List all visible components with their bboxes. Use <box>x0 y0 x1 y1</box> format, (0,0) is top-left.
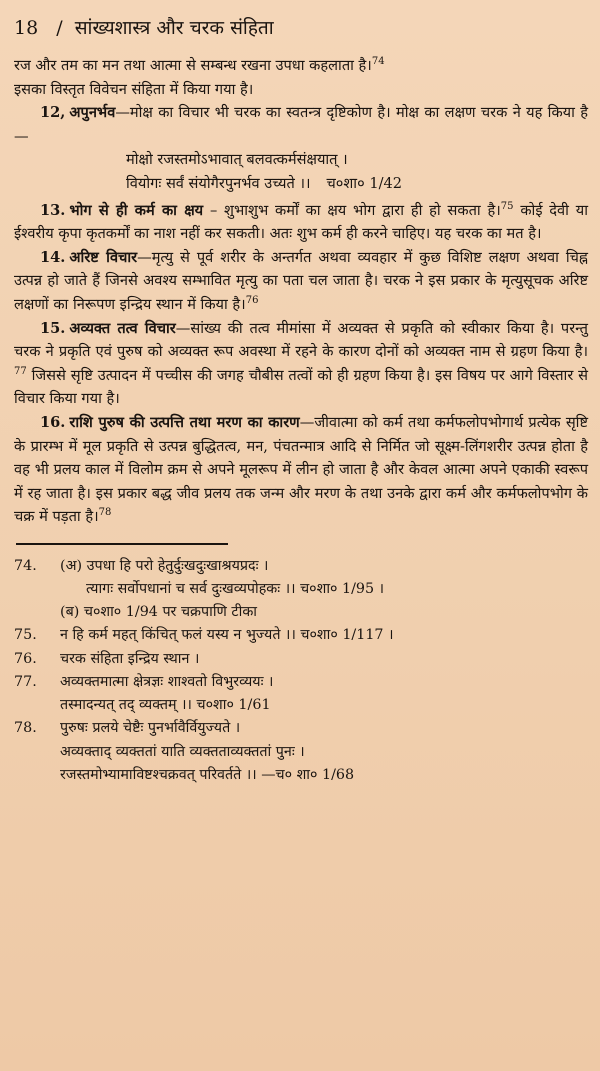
footnote-76: 76. चरक संहिता इन्द्रिय स्थान । <box>14 648 588 671</box>
footnote-ref-75: 75 <box>500 200 514 212</box>
footnote-78-line-2: अव्यक्ताद् व्यक्ततां याति व्यक्तताव्यक्ततां पुनः । <box>60 743 305 760</box>
footnote-ref-78: 78 <box>98 507 112 519</box>
header-separator: / <box>56 17 63 39</box>
footnote-number: 77. <box>14 673 37 690</box>
section-number: 14. <box>40 248 66 266</box>
footnote-ref-74: 74 <box>371 56 385 68</box>
footnote-label-a: (अ) <box>60 557 83 574</box>
footnote-78: 78. पुरुषः प्रलये चेष्टैः पुनर्भावैर्वियुज्यते । <box>14 717 588 740</box>
footnote-75: 75. न हि कर्म महत् किंचित् फलं यस्य न भुज्यते ।। च०शा० 1/117 । <box>14 624 588 647</box>
section-13: 13. भोग से ही कर्म का क्षय – शुभाशुभ कर्मों का क्षय भोग द्वारा ही हो सकता है।$^{75}$ कोई देवी या ईश्वरीय कृपा कृतकर्मों का नाश नहीं कर सकती। अतः शुभ कर्म ही करने चाहिए। यह चरक का मत है। <box>14 200 588 243</box>
footnote-ref-76: 76 <box>245 295 259 307</box>
footnote-78-line-3: रजस्तमोभ्यामाविष्टश्चक्रवत् परिवर्तते ।। —च० शा० 1/68 <box>60 766 355 783</box>
section-14: 14. अरिष्ट विचार—मृत्यु से पूर्व शरीर के अन्तर्गत अथवा व्यवहार में कुछ विशिष्ट लक्षण अथवा चिह्न उत्पन्न हो जाते हैं जिनसे अवश्य सम्भावित मृत्यु का पता चल जाता है। चरक ने इस प्रकार के मृत्युसूचक अरिष्ट लक्षणों का निरूपण इन्द्रिय स्थान में किया है।$^{76}$ <box>14 248 588 313</box>
footnote-77: 77. अव्यक्तमात्मा क्षेत्रज्ञः शाश्वतो विभुरव्ययः । <box>14 671 588 694</box>
footnote-number: 78. <box>14 720 37 737</box>
body-text <box>14 54 588 529</box>
footnote-number: 76. <box>14 650 37 667</box>
page-number: 18 <box>14 17 39 39</box>
running-title: सांख्यशास्त्र और चरक संहिता <box>74 17 274 39</box>
section-15: 15. अव्यक्त तत्व विचार—सांख्य की तत्व मीमांसा में अव्यक्त से प्रकृति को स्वीकार किया है। परन्तु चरक ने प्रकृति एवं पुरुष को अव्यक्त रूप अवस्था में रहने के कारण दोनों को अव्यक्त नाम से ग्रहण किया है।$^{77}$ जिससे सृष्टि उत्पादन में पच्चीस की जगह चौबीस तत्वों को ही ग्रहण किया है। इस विषय पर आगे विस्तार से विचार किया गया है। <box>14 319 588 408</box>
footnote-74: 74. (अ) उपधा हि परो हेतुर्दुःखदुःखाश्रयप्रदः । <box>14 555 588 578</box>
footnote-number: 74. <box>14 557 37 574</box>
footnote-74-line-2: त्यागः सर्वोपधानां च सर्व दुःखव्यपोहकः ।। च०शा० 1/95 । <box>86 581 385 598</box>
section-number: 15. <box>40 319 66 337</box>
footnote-77-line-2: तस्मादन्यत् तद् व्यक्तम् ।। च०शा० 1/61 <box>60 697 271 714</box>
section-12: 12, अपुनर्भव—मोक्ष का विचार भी चरक का स्वतन्त्र दृष्टिकोण है। मोक्ष का लक्षण चरक ने यह किया है— <box>14 104 588 145</box>
footnote-number: 75. <box>14 627 37 644</box>
section-heading: भोग से ही कर्म का क्षय <box>69 201 204 219</box>
verse-citation: च०शा० 1/42 <box>326 174 403 192</box>
section-heading: अरिष्ट विचार <box>69 248 138 266</box>
footnote-ref-77: 77 <box>14 365 27 377</box>
section-16: 16. राशि पुरुष की उत्पत्ति तथा मरण का कारण—जीवात्मा को कर्म तथा कर्मफलोपभोगार्थ प्रत्येक सृष्टि के प्रारम्भ में मूल प्रकृति से उत्पन्न बुद्धितत्व, मन, पंचतन्मात्र आदि से निर्मित जो सूक्ष्म-लिंगशरीर उत्पन्न होता है वह भी प्रलय काल में विलोम क्रम से अपने मूलरूप में लीन हो जाता है और केवल आत्मा अपने एकाकी स्वरूप में रह जाता है। इस प्रकार बद्ध जीव प्रलय तक जन्म और मरण के तथा उनके द्वारा कर्म और कर्मफलोपभोग के चक्र में पड़ता है।$^{78}$ <box>14 413 588 526</box>
footnote-divider <box>16 543 228 545</box>
section-heading: अपुनर्भव <box>69 104 116 122</box>
section-number: 16. <box>40 413 66 431</box>
section-heading: अव्यक्त तत्व विचार <box>69 319 176 337</box>
section-number: 12, <box>40 104 66 122</box>
verse-line-2: वियोगः सर्वं संयोगैरपुनर्भव उच्यते ।। च०शा० 1/42 <box>126 174 403 192</box>
footnote-label-b: (ब) <box>60 604 80 621</box>
section-heading: राशि पुरुष की उत्पत्ति तथा मरण का कारण <box>69 413 300 431</box>
running-header <box>14 16 588 40</box>
paragraph-vivechan: इसका विस्तृत विवेचन संहिता में किया गया है। <box>14 80 254 98</box>
paragraph-upadha: रज और तम का मन तथा आत्मा से सम्बन्ध रखना उपधा कहलाता है।$^{74}$ <box>14 56 385 74</box>
footnote-74-b: (ब) च०शा० 1/94 पर चक्रपाणि टीका <box>60 604 258 621</box>
verse-line-1: मोक्षो रजस्तमोऽभावात् बलवत्कर्मसंक्षयात् । <box>126 151 348 169</box>
section-number: 13. <box>40 201 66 219</box>
footnotes <box>14 555 588 787</box>
